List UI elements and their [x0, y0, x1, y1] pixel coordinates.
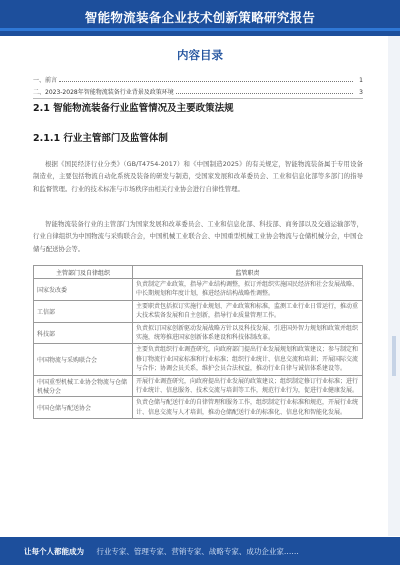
table-row	[34, 397, 363, 419]
regulator-table	[33, 265, 363, 419]
dept-cell: 中国仓储与配送协会	[34, 397, 133, 419]
header-stripe	[0, 28, 400, 31]
footer-roles: 行业专家、管理专家、营销专家、战略专家、成功企业家……	[96, 547, 299, 556]
dept-cell: 国家发改委	[34, 279, 133, 301]
duty-cell: 主要负责组织行业调查研究，向政府部门提出行业发展规划和政策建议；参与制定和修订物流行业国家标准和行业标准；组织行业统计、信息交流和培训；开展国际交流与合作；协调会员关系，维护会员合法权益，推动行业自律与诚信体系建设等。	[133, 344, 363, 375]
toc-item-page: 1	[359, 77, 363, 84]
toc-item-page: 3	[359, 89, 363, 96]
column-header: 主管部门及自律组织	[34, 266, 133, 279]
toc-leader-dots	[176, 93, 353, 94]
body-paragraph: 智能物流装备行业的主管部门为国家发展和改革委员会、工业和信息化部、科技部、商务部以及交通运输部等，行业自律组织为中国物流与采购联合会，中国机械工业联合会、中国重型机械工业协会物流与仓储机械分会，中国仓储与配送协会等。	[33, 220, 363, 253]
toc-heading: 内容目录	[177, 48, 223, 62]
table-header-row	[34, 266, 363, 279]
subsection-heading: 2.1.1 行业主管部门及监管体制	[33, 133, 168, 144]
scroll-marker	[392, 336, 396, 376]
toc-item[interactable]	[33, 72, 363, 84]
table-row	[34, 279, 363, 301]
duty-cell: 开展行业调查研究，向政府提出行业发展的政策建议；组织制定修订行业标准；进行行业统计、信息服务、技术交流与培训等工作，规范行业行为，促进行业健康发展。	[133, 375, 363, 397]
section-divider	[33, 98, 363, 99]
duty-cell: 负责制定产业政策，指导产业结构调整，拟订并组织实施国民经济和社会发展战略、中长期规划和年度计划，推进经济结构战略性调整。	[133, 279, 363, 301]
dept-cell: 科技部	[34, 322, 133, 344]
section-heading: 2.1 智能物流装备行业监管情况及主要政策法规	[33, 103, 234, 114]
footer-lead: 让每个人都能成为	[24, 547, 84, 556]
table-row	[34, 322, 363, 344]
duty-cell: 主要职责包括拟订实施行业规划、产业政策和标准，监测工业行业日常运行，推动重大技术装备发展和自主创新，指导行业质量管理工作。	[133, 300, 363, 322]
body-paragraph: 根据《国民经济行业分类》（GB/T4754-2017）和《中国制造2025》的有关规定，智能物流装备属于专用设备制造业，主要包括物流自动化系统及装备的研发与制造，受国家发展和改革委员会、工业和信息化部等多部门的指导和监督管理。行业的技术标准与市场秩序由相关行业协会进行自律性管理。	[33, 160, 363, 193]
duty-cell: 负责拟订国家创新驱动发展战略方针以及科技发展、引进国外智力规划和政策并组织实施，统筹推进国家创新体系建设和科技体制改革。	[133, 322, 363, 344]
table-row	[34, 375, 363, 397]
table-row	[34, 344, 363, 375]
dept-cell: 工信部	[34, 300, 133, 322]
toc-leader-dots	[59, 81, 353, 82]
side-decoration	[388, 36, 400, 536]
toc-item[interactable]	[33, 84, 363, 96]
table-of-contents	[33, 72, 363, 96]
toc-item-label: 一、前言	[33, 77, 58, 84]
report-title: 智能物流装备企业技术创新策略研究报告	[84, 10, 316, 25]
footer-band	[0, 537, 400, 565]
table-row	[34, 300, 363, 322]
footer-slogan	[24, 546, 299, 557]
dept-cell: 中国重型机械工业协会物流与仓储机械分会	[34, 375, 133, 397]
toc-item-label: 二、2023-2028年智能物流装备行业背景及政策环境	[33, 89, 174, 96]
duty-cell: 负责仓储与配送行业的自律管理和服务工作，组织制定行业标准和规范，开展行业统计、信息交流与人才培训，推动仓储配送行业的标准化、信息化和智能化发展。	[133, 397, 363, 419]
column-header: 监管职责	[133, 266, 363, 279]
dept-cell: 中国物流与采购联合会	[34, 344, 133, 375]
